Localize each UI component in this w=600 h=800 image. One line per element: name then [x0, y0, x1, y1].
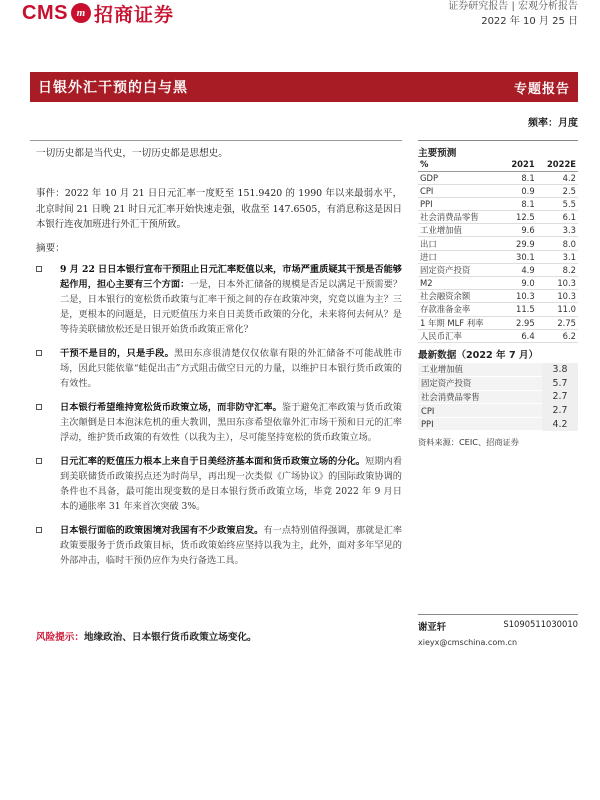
bullet-item — [36, 262, 402, 337]
cell-2022e: 6.2 — [537, 329, 578, 342]
cell-2022e: 2.5 — [537, 184, 578, 197]
bullet-text: 有一点特别值得强调，那就是汇率政策要服务于货币政策目标，货币政策始终应坚持以我为主，此外，面对多年罕见的外部冲击，临时干预仍应作为央行备选工具。 — [60, 525, 403, 566]
bullet-lead: 日本银行面临的政策困境对我国有不少政策启发。 — [60, 525, 264, 536]
row-label: 社会融资余额 — [418, 290, 502, 303]
cell-2021: 10.3 — [502, 290, 536, 303]
cell-2021: 9.6 — [502, 224, 536, 237]
title-bar — [30, 72, 578, 102]
data-source: 资料来源：CEIC、招商证券 — [418, 437, 519, 448]
cell-2022e: 5.5 — [537, 197, 578, 210]
row-label: 社会消费品零售 — [418, 390, 542, 404]
bullet-item — [36, 400, 402, 445]
table-row — [418, 404, 578, 418]
row-label: CPI — [418, 404, 542, 418]
risk-warning — [36, 629, 257, 643]
row-value: 2.7 — [542, 390, 578, 404]
row-label: 社会消费品零售 — [418, 211, 502, 224]
cell-2022e: 8.0 — [537, 237, 578, 250]
bullet-square-icon — [36, 527, 42, 533]
report-category: 专题报告 — [513, 81, 570, 97]
bullet-lead: 日本银行希望维持宽松货币政策立场，而非防守汇率。 — [60, 402, 282, 413]
bullet-lead: 日元汇率的贬值压力根本上来自于日美经济基本面和货币政策立场的分化。 — [60, 456, 366, 467]
latest-data-table — [418, 363, 578, 431]
cell-2021: 4.9 — [502, 263, 536, 276]
cell-2022e: 11.0 — [537, 303, 578, 316]
bullet-lead: 干预不是目的，只是手段。 — [60, 348, 175, 359]
column-header: % — [418, 158, 502, 171]
row-label: CPI — [418, 184, 502, 197]
cell-2022e: 10.3 — [537, 290, 578, 303]
report-title: 日银外汇干预的白与黑 — [38, 80, 188, 96]
table-row — [418, 211, 578, 224]
analyst-email: xieyx@cmschina.com.cn — [418, 638, 518, 647]
bullet-item — [36, 523, 402, 568]
cell-2021: 0.9 — [502, 184, 536, 197]
row-label: 人民币汇率 — [418, 329, 502, 342]
cell-2021: 11.5 — [502, 303, 536, 316]
cell-2022e: 3.3 — [537, 224, 578, 237]
cell-2021: 12.5 — [502, 211, 536, 224]
table-header-row — [418, 158, 578, 171]
cell-2021: 30.1 — [502, 250, 536, 263]
row-label: 固定资产投资 — [418, 263, 502, 276]
row-label: GDP — [418, 171, 502, 184]
row-label: M2 — [418, 277, 502, 290]
company-logo — [22, 0, 174, 26]
row-value: 5.7 — [542, 377, 578, 391]
row-label: 工业增加值 — [418, 224, 502, 237]
cell-2022e: 4.2 — [537, 171, 578, 184]
page-header — [0, 0, 600, 44]
table-row — [418, 250, 578, 263]
column-header: 2021 — [502, 158, 536, 171]
cell-2021: 29.9 — [502, 237, 536, 250]
analyst-row — [418, 619, 578, 633]
table-row — [418, 184, 578, 197]
bullet-text: 黑田东彦很清楚仅仅依靠有限的外汇储备不可能战胜市场，因此只能依靠“蛙促出击”方式阻击做空日元的力量，以维护日本银行货币政策的有效性。 — [60, 348, 403, 389]
row-label: 固定资产投资 — [418, 377, 542, 391]
row-label: 进口 — [418, 250, 502, 263]
row-label: 出口 — [418, 237, 502, 250]
epigraph: 一切历史都是当代史，一切历史都是思想史。 — [36, 148, 228, 159]
table-row — [418, 316, 578, 329]
cell-2021: 8.1 — [502, 171, 536, 184]
analyst-info — [418, 614, 578, 647]
bullet-text: 鉴于避免汇率政策与货币政策主次颠倒是日本泡沫危机的重大教训，黑田东彦希望依靠外汇市场干预和日元的汇率浮动，维护货币政策的有效性（以我为主），尽可能坚持宽松的货币政策立场。 — [60, 402, 402, 443]
table-row — [418, 363, 578, 377]
table-row — [418, 237, 578, 250]
logo-mark-icon: m — [71, 3, 91, 23]
column-header: 2022E — [537, 158, 578, 171]
table-row — [418, 224, 578, 237]
bullet-item — [36, 346, 402, 391]
table-row — [418, 377, 578, 391]
report-date: 2022 年 10 月 25 日 — [481, 16, 578, 27]
table-row — [418, 329, 578, 342]
cell-2021: 8.1 — [502, 197, 536, 210]
row-label: 存款准备金率 — [418, 303, 502, 316]
cell-2021: 9.0 — [502, 277, 536, 290]
divider — [30, 140, 402, 141]
table-row — [418, 290, 578, 303]
bullet-square-icon — [36, 404, 42, 410]
event-paragraph: 事件：2022 年 10 月 21 日日元汇率一度贬至 151.9420 的 1990 年以来最弱水平，北京时间 21 日晚 21 时日元汇率开始快速走强，收盘至 147.6505，有消息称这是因日本银行连夜加班进行外汇干预所致。 — [36, 188, 402, 230]
row-label: 工业增加值 — [418, 363, 542, 377]
abstract-heading: 摘要： — [36, 243, 65, 254]
prediction-title: 主要预测 — [418, 140, 578, 158]
bullet-lead: 9 月 22 日日本银行宣布干预阻止日元汇率贬值以来，市场严重质疑其干预是否能够起作用，担心主要有三个方面： — [60, 264, 402, 290]
abstract-bullets — [36, 262, 402, 577]
row-value: 4.2 — [542, 417, 578, 431]
header-meta — [448, 0, 578, 30]
bullet-square-icon — [36, 350, 42, 356]
report-type: 证券研究报告 | 宏观分析报告 — [448, 1, 578, 12]
bullet-square-icon — [36, 458, 42, 464]
table-row — [418, 303, 578, 316]
row-value: 3.8 — [542, 363, 578, 377]
risk-text: 地缘政治、日本银行货币政策立场变化。 — [83, 632, 257, 643]
bullet-square-icon — [36, 266, 42, 272]
sidebar — [418, 140, 578, 448]
row-value: 2.7 — [542, 404, 578, 418]
analyst-name: 谢亚轩 — [418, 622, 447, 633]
table-row — [418, 171, 578, 184]
table-row — [418, 197, 578, 210]
cell-2022e: 10.3 — [537, 277, 578, 290]
logo-en: CMS — [22, 1, 68, 24]
table-row — [418, 263, 578, 276]
analyst-cert: S1090511030010 — [503, 619, 578, 629]
row-label: 1 年期 MLF 利率 — [418, 316, 502, 329]
row-label: PPI — [418, 417, 542, 431]
cell-2022e: 2.75 — [537, 316, 578, 329]
cell-2021: 2.95 — [502, 316, 536, 329]
bullet-text: 短期内看到美联储货币政策拐点还为时尚早，再出现一次类似《广场协议》的国际政策协调的条件也不具备，最可能出现变数的是日本银行货币政策立场，毕竟 2022 年 9 月日本的通胀率 31 年来首次突破 3%。 — [60, 456, 403, 512]
row-label: PPI — [418, 197, 502, 210]
cell-2022e: 3.1 — [537, 250, 578, 263]
logo-cn: 招商证券 — [93, 3, 174, 26]
table-row — [418, 277, 578, 290]
cell-2022e: 6.1 — [537, 211, 578, 224]
bullet-item — [36, 454, 402, 514]
prediction-table — [418, 158, 578, 343]
cell-2022e: 8.2 — [537, 263, 578, 276]
bullet-text: 一是，日本外汇储备的规模是否足以满足干预需要？二是，日本银行的宽松货币政策与汇率干预之间的存在政策冲突，究竟以谁为主？三是，更根本的问题是，日元贬值压力来自日美货币政策的分化，未来将何去何从？是等待美联储放松还是日银开始货币政策正常化？ — [60, 279, 403, 335]
frequency-label: 频率：月度 — [528, 118, 578, 129]
table-row — [418, 390, 578, 404]
latest-data-title: 最新数据（2022 年 7 月） — [418, 349, 539, 361]
risk-label: 风险提示： — [36, 632, 84, 643]
cell-2021: 6.4 — [502, 329, 536, 342]
table-row — [418, 417, 578, 431]
